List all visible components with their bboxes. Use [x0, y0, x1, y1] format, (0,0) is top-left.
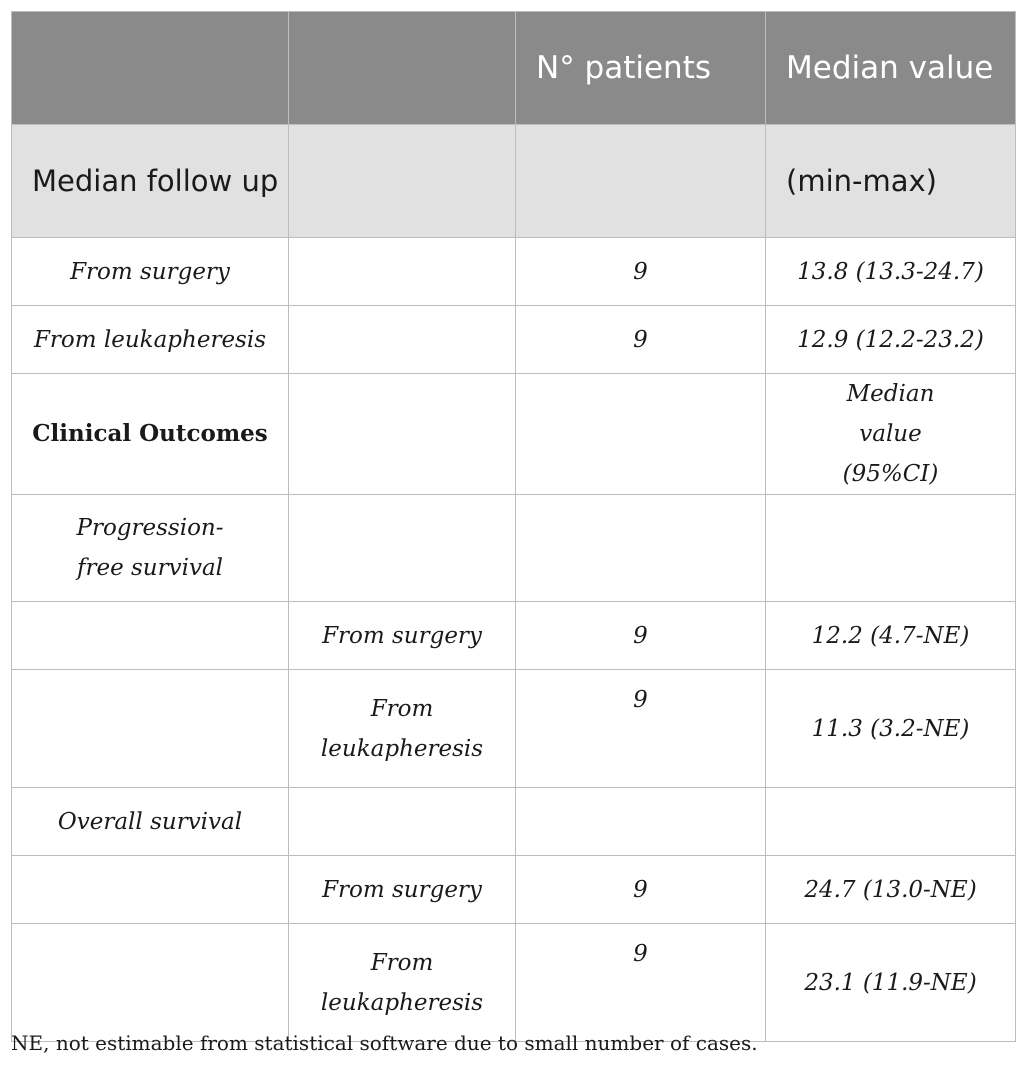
outcomes-table [11, 11, 1016, 1042]
header-n-patients: N° patients [516, 12, 766, 125]
row-label: From leukapheresis [12, 306, 289, 374]
row-label: Progression-free survival [12, 495, 289, 602]
table-footnote: NE, not estimable from statistical software due to small number of cases. [11, 1031, 758, 1055]
table-row [12, 670, 1016, 788]
header-cell-blank-1 [12, 12, 289, 125]
median-value-cell: 13.8 (13.3-24.7) [766, 238, 1016, 306]
n-patients-cell: 9 [516, 602, 766, 670]
row-label: Overall survival [12, 788, 289, 856]
n-patients-cell [516, 495, 766, 602]
row-label [12, 670, 289, 788]
row-sublabel: From leukapheresis [289, 924, 516, 1042]
subheader-cell-blank-3 [516, 125, 766, 238]
subheader-min-max: (min-max) [766, 125, 1016, 238]
table-row [12, 495, 1016, 602]
median-value-cell: 24.7 (13.0-NE) [766, 856, 1016, 924]
median-value-cell [766, 495, 1016, 602]
table-row [12, 924, 1016, 1042]
section-title: Clinical Outcomes [12, 374, 289, 495]
median-value-cell: 11.3 (3.2-NE) [766, 670, 1016, 788]
n-patients-cell [516, 374, 766, 495]
n-patients-cell: 9 [516, 306, 766, 374]
table-row [12, 306, 1016, 374]
subheader-cell-blank-2 [289, 125, 516, 238]
median-value-header-cell: Median value (95%CI) [766, 374, 1016, 495]
row-label [12, 924, 289, 1042]
header-median-value: Median value [766, 12, 1016, 125]
row-label [12, 856, 289, 924]
table-row [12, 788, 1016, 856]
row-sublabel: From surgery [289, 856, 516, 924]
median-value-cell: 12.9 (12.2-23.2) [766, 306, 1016, 374]
subheader-row [12, 125, 1016, 238]
n-patients-cell: 9 [516, 670, 766, 788]
median-value-cell: 23.1 (11.9-NE) [766, 924, 1016, 1042]
median-value-cell [766, 788, 1016, 856]
table-row [12, 856, 1016, 924]
row-sublabel [289, 238, 516, 306]
n-patients-cell: 9 [516, 856, 766, 924]
row-sublabel: From leukapheresis [289, 670, 516, 788]
median-value-cell: 12.2 (4.7-NE) [766, 602, 1016, 670]
row-sublabel [289, 374, 516, 495]
row-sublabel: From surgery [289, 602, 516, 670]
row-sublabel [289, 306, 516, 374]
header-row [12, 12, 1016, 125]
header-cell-blank-2 [289, 12, 516, 125]
row-sublabel [289, 788, 516, 856]
row-sublabel [289, 495, 516, 602]
n-patients-cell: 9 [516, 924, 766, 1042]
row-label [12, 602, 289, 670]
subheader-median-follow-up: Median follow up [12, 125, 289, 238]
table-row [12, 602, 1016, 670]
n-patients-cell: 9 [516, 238, 766, 306]
section-row-clinical-outcomes [12, 374, 1016, 495]
n-patients-cell [516, 788, 766, 856]
row-label: From surgery [12, 238, 289, 306]
table-row [12, 238, 1016, 306]
